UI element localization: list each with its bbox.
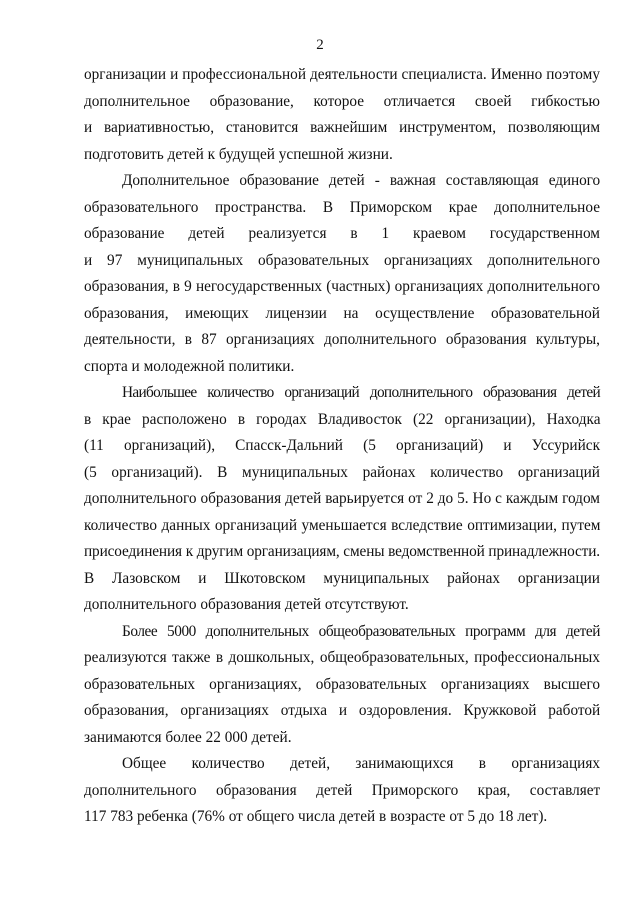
text-line: Дополнительное образование детей - важная составляющая единого <box>122 172 600 189</box>
text-line: Наибольшее количество организаций дополнительного образования детей <box>122 384 600 401</box>
paragraph-1 <box>84 62 600 168</box>
text-line: дополнительного образования детей отсутствуют. <box>84 596 409 613</box>
page-number: 2 <box>316 37 324 53</box>
text-line: дополнительного образования детей варьируется от 2 до 5. Но с каждым годом <box>84 490 600 507</box>
text-line: Общее количество детей, занимающихся в организациях <box>122 755 600 772</box>
document-body <box>84 62 600 831</box>
text-line: и 97 муниципальных образовательных организациях дополнительного <box>84 251 600 269</box>
text-line: образования, имеющих лицензии на осуществление образовательной <box>84 304 600 322</box>
text-line: (5 организаций). В муниципальных районах количество организаций <box>84 463 600 481</box>
paragraph-3 <box>84 380 600 619</box>
text-line: образовательного пространства. В Приморском крае дополнительное <box>84 198 600 216</box>
paragraph-2 <box>84 168 600 380</box>
paragraph-5 <box>84 751 600 831</box>
text-line: количество данных организаций уменьшается вследствие оптимизации, путем <box>84 516 601 534</box>
text-line: организации и профессиональной деятельности специалиста. Именно поэтому <box>84 66 600 83</box>
text-line: образования, организациях отдыха и оздоровления. Кружковой работой <box>84 702 601 719</box>
text-line: подготовить детей к будущей успешной жизни. <box>84 145 393 163</box>
text-line: деятельности, в 87 организациях дополнительного образования культуры, <box>84 331 600 348</box>
text-line: В Лазовском и Шкотовском муниципальных районах организации <box>84 569 600 587</box>
text-line: Более 5000 дополнительных общеобразовательных программ для детей <box>122 622 600 640</box>
text-line: дополнительного образования детей Приморского края, составляет <box>84 781 601 799</box>
text-line: (11 организаций), Спасск-Дальний (5 организаций) и Уссурийск <box>84 437 601 454</box>
text-line: и вариативностью, становится важнейшим инструментом, позволяющим <box>84 119 601 136</box>
text-line: спорта и молодежной политики. <box>84 357 295 375</box>
paragraph-4 <box>84 619 600 752</box>
text-line: занимаются более 22 000 детей. <box>84 728 292 746</box>
text-line: присоединения к другим организациям, смены ведомственной принадлежности. <box>84 543 600 560</box>
text-line: 117 783 ребенка (76% от общего числа детей в возрасте от 5 до 18 лет). <box>84 808 548 825</box>
text-line: образования, в 9 негосударственных (частных) организациях дополнительного <box>84 278 600 295</box>
text-line: дополнительное образование, которое отличается своей гибкостью <box>84 92 600 110</box>
text-line: реализуются также в дошкольных, общеобразовательных, профессиональных <box>84 649 600 666</box>
text-line: образование детей реализуется в 1 краевом государственном <box>84 225 600 242</box>
text-line: в крае расположено в городах Владивосток (22 организации), Находка <box>84 410 601 428</box>
text-line: образовательных организациях, образовательных организациях высшего <box>84 675 600 693</box>
